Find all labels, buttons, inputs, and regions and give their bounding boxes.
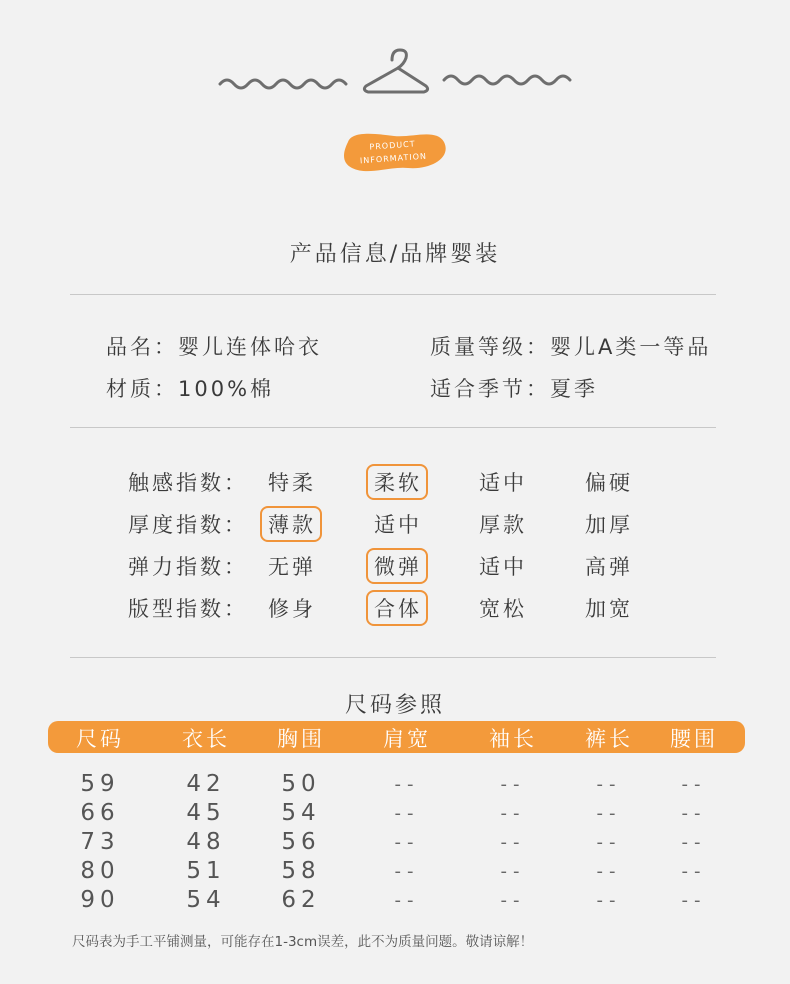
index-option: 无弹 xyxy=(268,555,316,579)
material xyxy=(106,373,274,403)
index-label: 版型指数： xyxy=(128,597,248,621)
index-row xyxy=(0,593,790,633)
table-cell: -- xyxy=(394,803,420,824)
product-name xyxy=(106,331,322,361)
index-row xyxy=(0,551,790,591)
size-header-cell: 裤长 xyxy=(585,727,633,751)
index-option-selected: 合体 xyxy=(366,590,428,626)
product-name-label: 品名： xyxy=(106,335,178,359)
material-value: 100%棉 xyxy=(178,377,275,401)
size-header-cell: 腰围 xyxy=(670,727,718,751)
table-cell: -- xyxy=(500,832,526,853)
divider xyxy=(70,294,716,295)
table-cell: 80 xyxy=(80,858,120,884)
hanger-header-decoration xyxy=(0,40,790,110)
size-chart-header xyxy=(48,721,745,753)
divider xyxy=(70,657,716,658)
table-cell: -- xyxy=(681,832,707,853)
table-cell: -- xyxy=(500,774,526,795)
size-header-cell: 衣长 xyxy=(182,727,230,751)
season xyxy=(430,373,598,403)
index-option-selected: 薄款 xyxy=(260,506,322,542)
quality-grade-value: 婴儿A类一等品 xyxy=(550,335,712,359)
quality-grade xyxy=(430,331,711,361)
size-chart-title: 尺码参照 xyxy=(344,693,445,718)
index-row xyxy=(0,467,790,507)
table-cell: -- xyxy=(596,832,622,853)
table-cell: 90 xyxy=(80,887,120,913)
table-cell: -- xyxy=(596,890,622,911)
product-information-badge xyxy=(338,128,448,176)
size-header-cell: 袖长 xyxy=(489,727,537,751)
material-label: 材质： xyxy=(106,377,178,401)
table-cell: 42 xyxy=(186,771,226,797)
table-cell: -- xyxy=(681,774,707,795)
index-option: 宽松 xyxy=(479,597,527,621)
index-option-selected: 柔软 xyxy=(366,464,428,500)
badge-line-1: PRODUCT xyxy=(369,139,416,152)
table-cell: -- xyxy=(500,890,526,911)
table-cell: 66 xyxy=(80,800,120,826)
table-cell: 45 xyxy=(186,800,226,826)
index-option: 修身 xyxy=(268,597,316,621)
table-cell: 62 xyxy=(281,887,321,913)
index-option: 适中 xyxy=(479,471,527,495)
table-cell: 54 xyxy=(186,887,226,913)
index-option: 厚款 xyxy=(479,513,527,537)
size-header-cell: 尺码 xyxy=(76,727,124,751)
index-option-selected: 微弹 xyxy=(366,548,428,584)
table-cell: 58 xyxy=(281,858,321,884)
table-cell: -- xyxy=(394,890,420,911)
table-cell: 73 xyxy=(80,829,120,855)
index-option: 加宽 xyxy=(585,597,633,621)
table-cell: -- xyxy=(500,803,526,824)
table-cell: -- xyxy=(681,861,707,882)
table-cell: 59 xyxy=(80,771,120,797)
index-option: 适中 xyxy=(374,513,422,537)
page-title: 产品信息/品牌婴装 xyxy=(289,242,501,267)
size-header-cell: 肩宽 xyxy=(383,727,431,751)
quality-grade-label: 质量等级： xyxy=(430,335,550,359)
table-cell: 54 xyxy=(281,800,321,826)
table-row xyxy=(0,887,790,916)
table-cell: -- xyxy=(596,803,622,824)
index-option: 偏硬 xyxy=(585,471,633,495)
index-option: 适中 xyxy=(479,555,527,579)
table-cell: 50 xyxy=(281,771,321,797)
index-row xyxy=(0,509,790,549)
table-row xyxy=(0,858,790,887)
table-row xyxy=(0,800,790,829)
hanger-icon xyxy=(364,50,427,92)
right-wavy-line xyxy=(444,76,570,84)
table-cell: -- xyxy=(394,774,420,795)
table-cell: -- xyxy=(596,774,622,795)
index-option: 高弹 xyxy=(585,555,633,579)
size-chart-note: 尺码表为手工平铺测量，可能存在1-3cm误差，此不为质量问题。敬请谅解！ xyxy=(72,934,534,950)
index-label: 触感指数： xyxy=(128,471,248,495)
table-cell: -- xyxy=(394,832,420,853)
table-cell: 51 xyxy=(186,858,226,884)
season-value: 夏季 xyxy=(550,377,598,401)
table-cell: -- xyxy=(681,803,707,824)
table-cell: -- xyxy=(394,861,420,882)
index-option: 特柔 xyxy=(268,471,316,495)
badge-line-2: INFORMATION xyxy=(359,151,428,166)
index-option: 加厚 xyxy=(585,513,633,537)
table-cell: 56 xyxy=(281,829,321,855)
product-name-value: 婴儿连体哈衣 xyxy=(178,335,322,359)
index-label: 厚度指数： xyxy=(128,513,248,537)
index-label: 弹力指数： xyxy=(128,555,248,579)
table-row xyxy=(0,771,790,800)
divider xyxy=(70,427,716,428)
table-cell: -- xyxy=(500,861,526,882)
size-header-cell: 胸围 xyxy=(277,727,325,751)
table-cell: -- xyxy=(681,890,707,911)
season-label: 适合季节： xyxy=(430,377,550,401)
left-wavy-line xyxy=(220,80,346,88)
table-row xyxy=(0,829,790,858)
table-cell: -- xyxy=(596,861,622,882)
table-cell: 48 xyxy=(186,829,226,855)
